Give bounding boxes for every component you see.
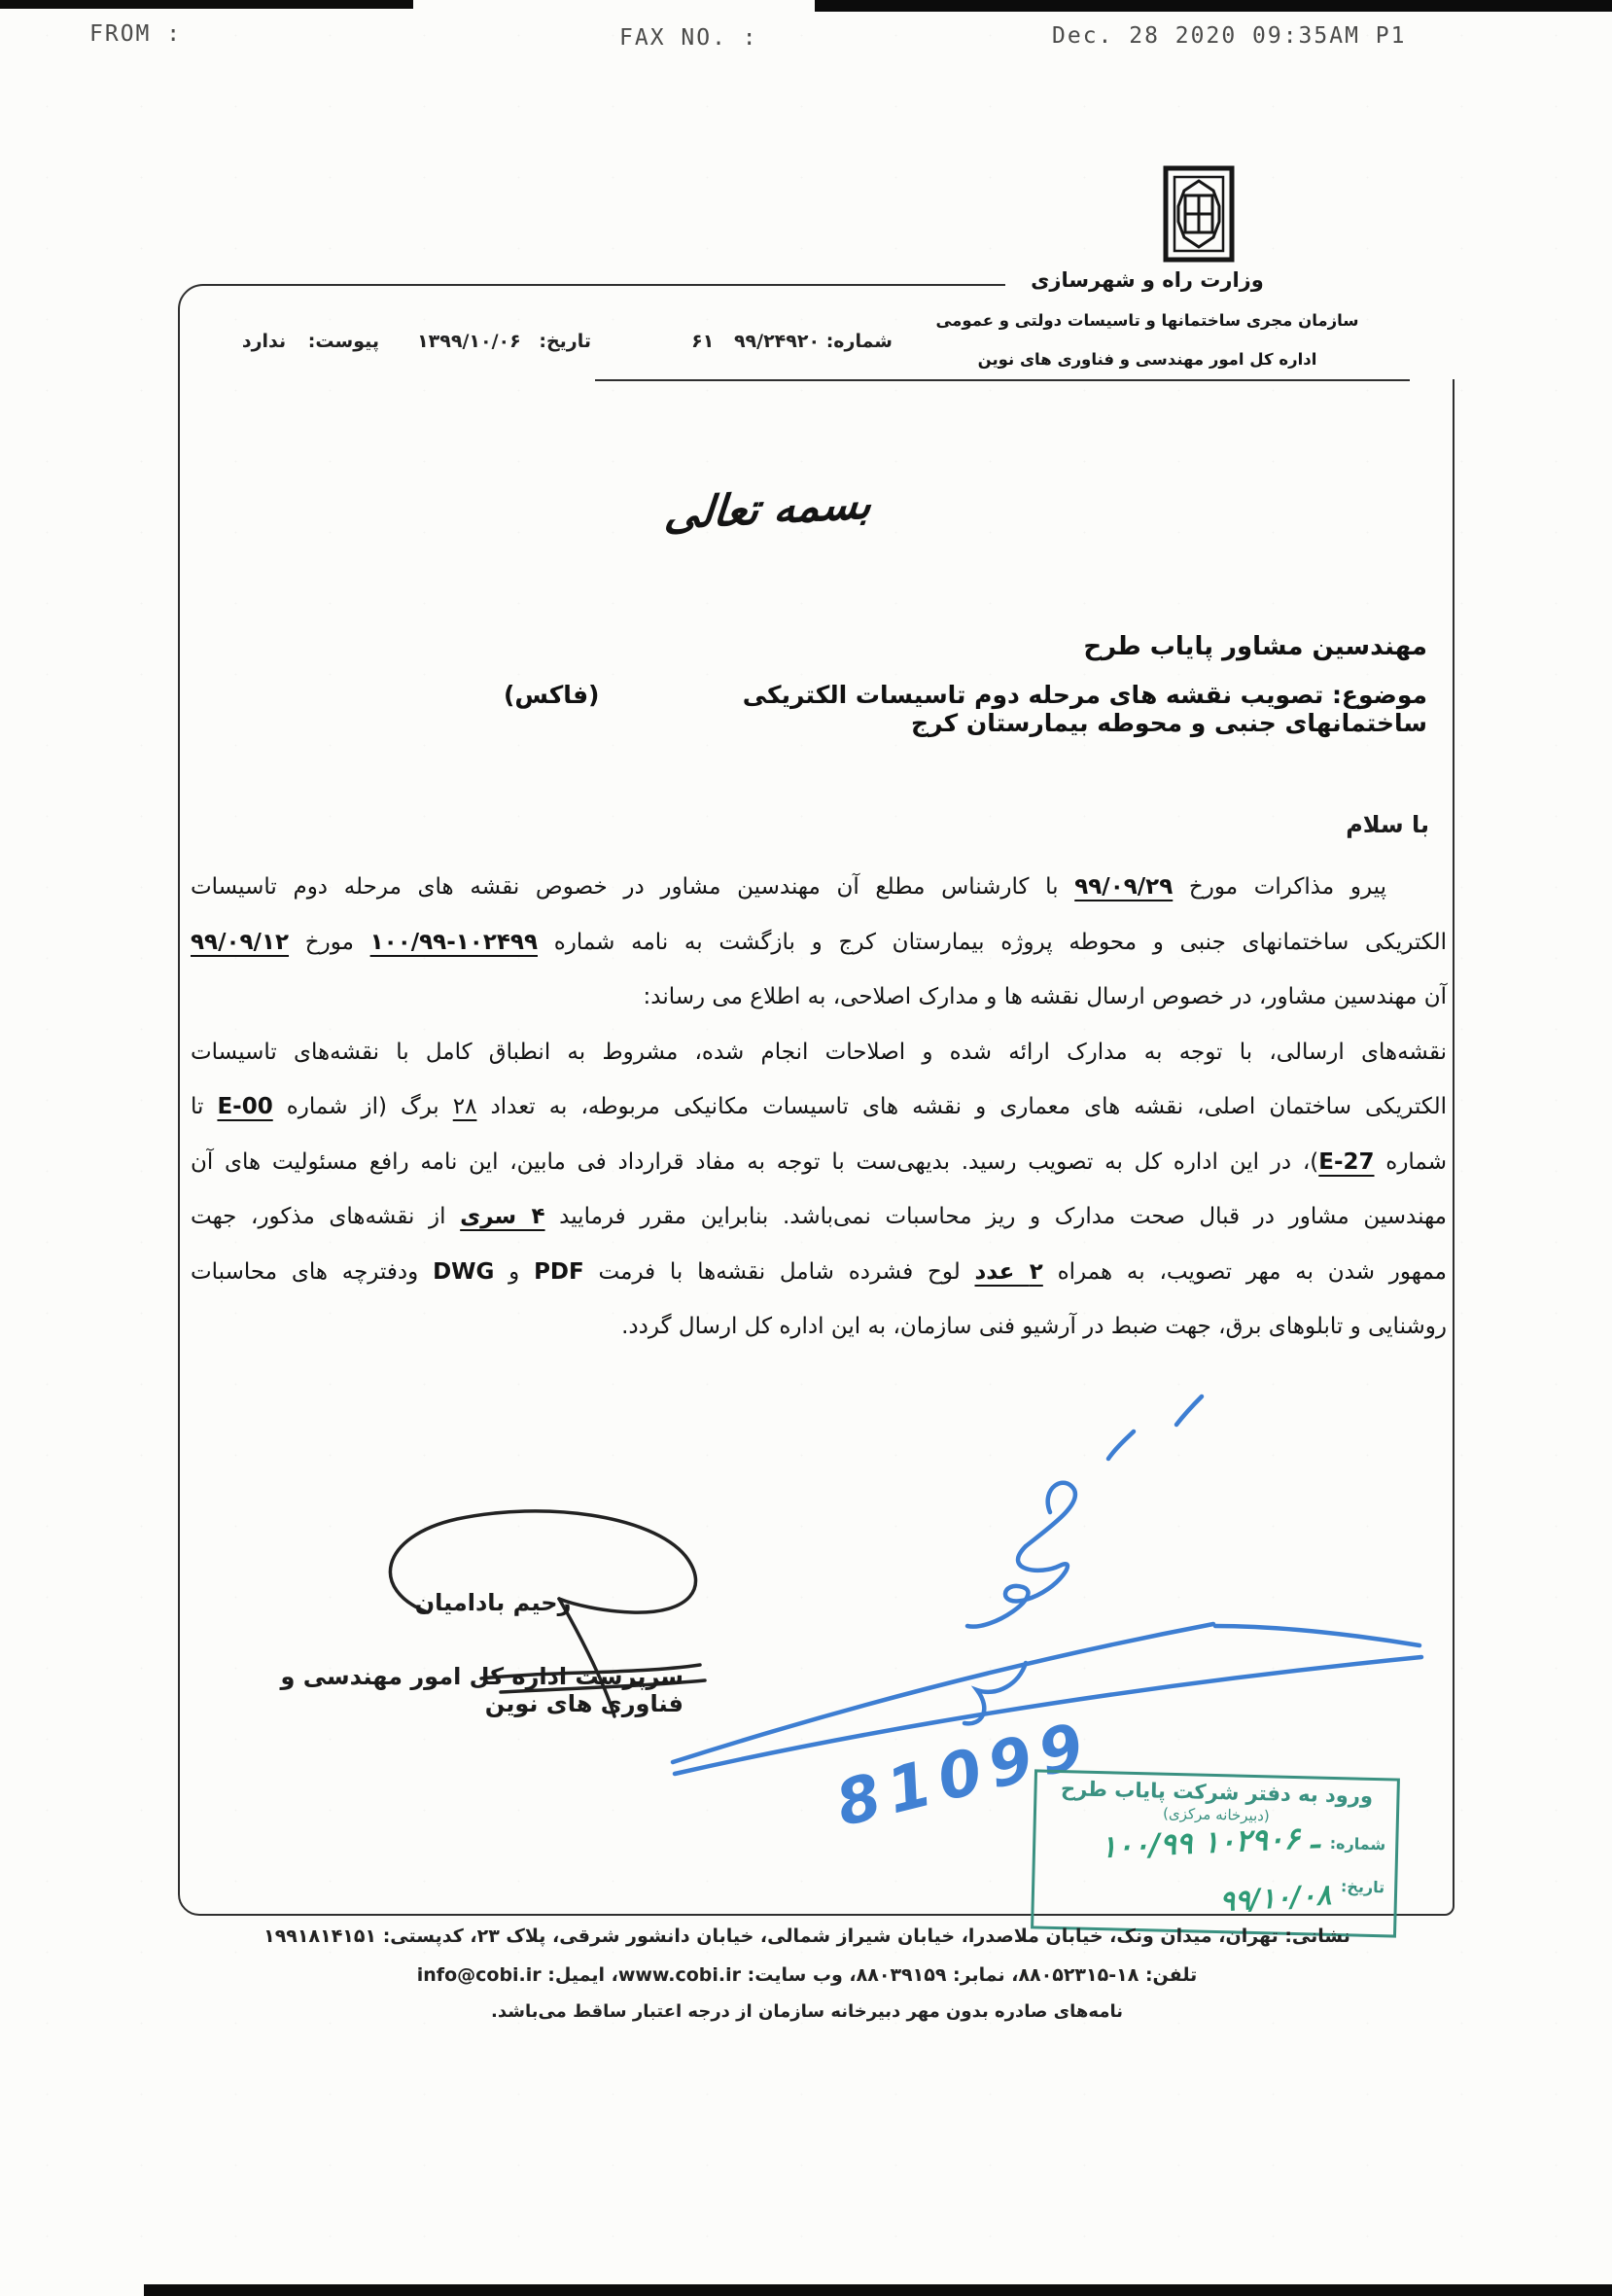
- letter-body: [191, 860, 1447, 1355]
- body-run: الکتریکی ساختمان اصلی، نقشه های معماری و نقشه های تاسیسات مکانیکی مربوطه، به تعداد: [476, 1094, 1447, 1119]
- letterhead-department: اداره کل امور مهندسی و فناوری های نوین: [977, 350, 1317, 369]
- body-run: و: [494, 1258, 535, 1285]
- body-run: ممهور شدن به مهر تصویب، به همراه: [1042, 1258, 1447, 1285]
- body-run: E-00: [217, 1094, 273, 1119]
- body-run: نقشه‌های ارسالی، با توجه به مدارک ارائه شده و اصلاحات انجام شده، مشروط به انطباق کامل با نقشه‌های تاسیسات: [191, 1039, 1447, 1065]
- letter-attachment-field: [194, 331, 379, 352]
- letter-number-field: [628, 331, 893, 352]
- subject-text: [600, 681, 1428, 737]
- body-run: لوح فشرده شامل نقشه‌ها با فرمت: [583, 1258, 975, 1285]
- body-run: آن مهندسین مشاور، در خصوص ارسال نقشه ها و مدارک اصلاحی، به اطلاع می رساند:: [643, 984, 1447, 1009]
- stamp-title: ورود به دفتر شرکت پایاب طرح: [1060, 1777, 1374, 1808]
- body-line: [191, 1299, 1447, 1355]
- letterhead-divider-rule: [595, 379, 1410, 381]
- footer-address: نشانی: تهران، میدان ونک، خیابان ملاصدرا، خیابان شیراز شمالی، خیابان دانشور شرقی، پلاک ۲۳، کدپستی: ۱۹۹۱۸۱۴۱۵۱: [263, 1925, 1350, 1947]
- body-run: برگ (از شماره: [272, 1094, 453, 1119]
- body-run: E-27: [1318, 1148, 1375, 1175]
- subject-suffix: (فاکس): [504, 681, 600, 709]
- scan-edge-bar-bottom: [144, 2284, 1612, 2296]
- salutation-line: با سلام: [1346, 811, 1429, 838]
- stamp-date-label: تاریخ:: [1340, 1877, 1385, 1897]
- body-run: DWG: [433, 1258, 495, 1285]
- body-line: [191, 1245, 1447, 1300]
- fax-number-label: FAX NO. :: [619, 25, 758, 51]
- subject-value: تصویب نقشه های مرحله دوم تاسیسات الکتریکی ساختمانهای جنبی و محوطه بیمارستان کرج: [742, 681, 1427, 737]
- frame-right-gap: [1441, 282, 1456, 379]
- body-run: PDF: [534, 1258, 584, 1285]
- fax-from-label: FROM :: [89, 21, 183, 47]
- body-run: مورخ: [289, 929, 370, 955]
- body-run: الکتریکی ساختمانهای جنبی و محوطه پروژه بیمارستان کرج و بازگشت به نامه شماره: [538, 929, 1447, 955]
- bismillah-heading: بسمه تعالی: [662, 478, 874, 540]
- body-run: ۲ عدد: [974, 1258, 1043, 1285]
- recipient-line: مهندسین مشاور پایاب طرح: [1083, 632, 1427, 661]
- scan-edge-bar-top-left: [0, 0, 413, 9]
- body-line: [191, 860, 1447, 915]
- received-stamp: [1031, 1769, 1400, 1937]
- stamp-number-value: ۱۰۰/۹۹ ـ ۱۰۲۹۰۶: [1100, 1819, 1321, 1865]
- body-line: [191, 1135, 1447, 1190]
- letter-date-field: [377, 331, 591, 352]
- body-line: [191, 1079, 1447, 1135]
- body-run: ۹۹/۰۹/۲۹: [1074, 874, 1174, 900]
- subject-label: موضوع:: [1331, 681, 1427, 709]
- body-run: ۱۰۰/۹۹-۱۰۲۴۹۹: [369, 929, 538, 955]
- body-run: )، در این اداره کل به تصویب رسید. بدیهی‌ست با توجه به مفاد قرارداد فی مابین، این نامه رافع مسئولیت های آن: [191, 1148, 1319, 1175]
- blue-handwritten-number: 81099: [829, 1708, 1100, 1842]
- letter-attachment-label: پیوست:: [307, 331, 379, 352]
- letter-attachment-value: ندارد: [241, 331, 287, 352]
- stamp-number-label: شماره:: [1329, 1833, 1386, 1854]
- letterhead-organization: سازمان مجری ساختمانها و تاسیسات دولتی و عمومی: [935, 311, 1359, 330]
- body-line: [191, 1189, 1447, 1245]
- signatory-title: سرپرست اداره کل امور مهندسی و فناوری های نوین: [280, 1663, 683, 1717]
- footer-contact: تلفن: ۱۸-۸۸۰۵۲۳۱۵، نمابر: ۸۸۰۳۹۱۵۹، وب سایت: www.cobi.ir، ایمیل: info@cobi.ir: [416, 1964, 1198, 1986]
- letter-date-value: ۱۳۹۹/۱۰/۰۶: [417, 331, 521, 352]
- body-run: روشنایی و تابلوهای برق، جهت ضبط در آرشیو فنی سازمان، به این اداره کل ارسال گردد.: [621, 1314, 1447, 1339]
- stamp-date-row: [1044, 1870, 1385, 1919]
- body-run: پیرو مذاکرات مورخ: [1173, 874, 1386, 900]
- scan-edge-bar-top-right: [815, 0, 1612, 12]
- body-run: ودفترچه های محاسبات: [191, 1258, 434, 1285]
- body-run: از نقشه‌های مذکور، جهت: [191, 1204, 461, 1229]
- letterhead-ministry: وزارت راه و شهرسازی: [1031, 268, 1264, 292]
- letter-number-value: ۹۹/۲۴۹۲۰: [733, 331, 821, 352]
- letter-number-label: شماره:: [825, 331, 893, 352]
- stamp-subtitle: (دبیرخانه مرکزی): [1162, 1804, 1271, 1825]
- ministry-emblem-logo: [1163, 165, 1235, 263]
- body-run: مهندسین مشاور در قبال صحت مدارک و ریز محاسبات نمی‌باشد. بنابراین مقرر فرمایید: [544, 1204, 1447, 1229]
- letter-date-label: تاریخ:: [539, 331, 591, 352]
- body-line: [191, 1025, 1447, 1080]
- letter-number-suffix: ۶۱: [691, 331, 715, 352]
- stamp-number-row: [1045, 1819, 1386, 1871]
- body-line: [191, 970, 1447, 1025]
- stamp-date-value: ۹۹/۱۰/۰۸: [1218, 1877, 1333, 1919]
- body-run: ۲۸: [452, 1094, 477, 1119]
- body-line: [191, 915, 1447, 971]
- body-run: شماره: [1374, 1148, 1448, 1175]
- signatory-name: رحیم بادامیان: [414, 1589, 572, 1616]
- body-run: ۹۹/۰۹/۱۲: [191, 929, 290, 955]
- body-run: با کارشناس مطلع آن مهندسین مشاور در خصوص نقشه های مرحله دوم تاسیسات: [191, 874, 1075, 900]
- ministry-emblem-icon: [1163, 165, 1235, 263]
- subject-line: [504, 681, 1427, 737]
- fax-timestamp: Dec. 28 2020 09:35AM P1: [1052, 23, 1407, 49]
- body-run: تا: [191, 1094, 218, 1119]
- footer-validity-note: نامه‌های صادره بدون مهر دبیرخانه سازمان از درجه اعتبار ساقط می‌باشد.: [491, 2001, 1123, 2022]
- body-run: ۴ سری: [460, 1204, 545, 1229]
